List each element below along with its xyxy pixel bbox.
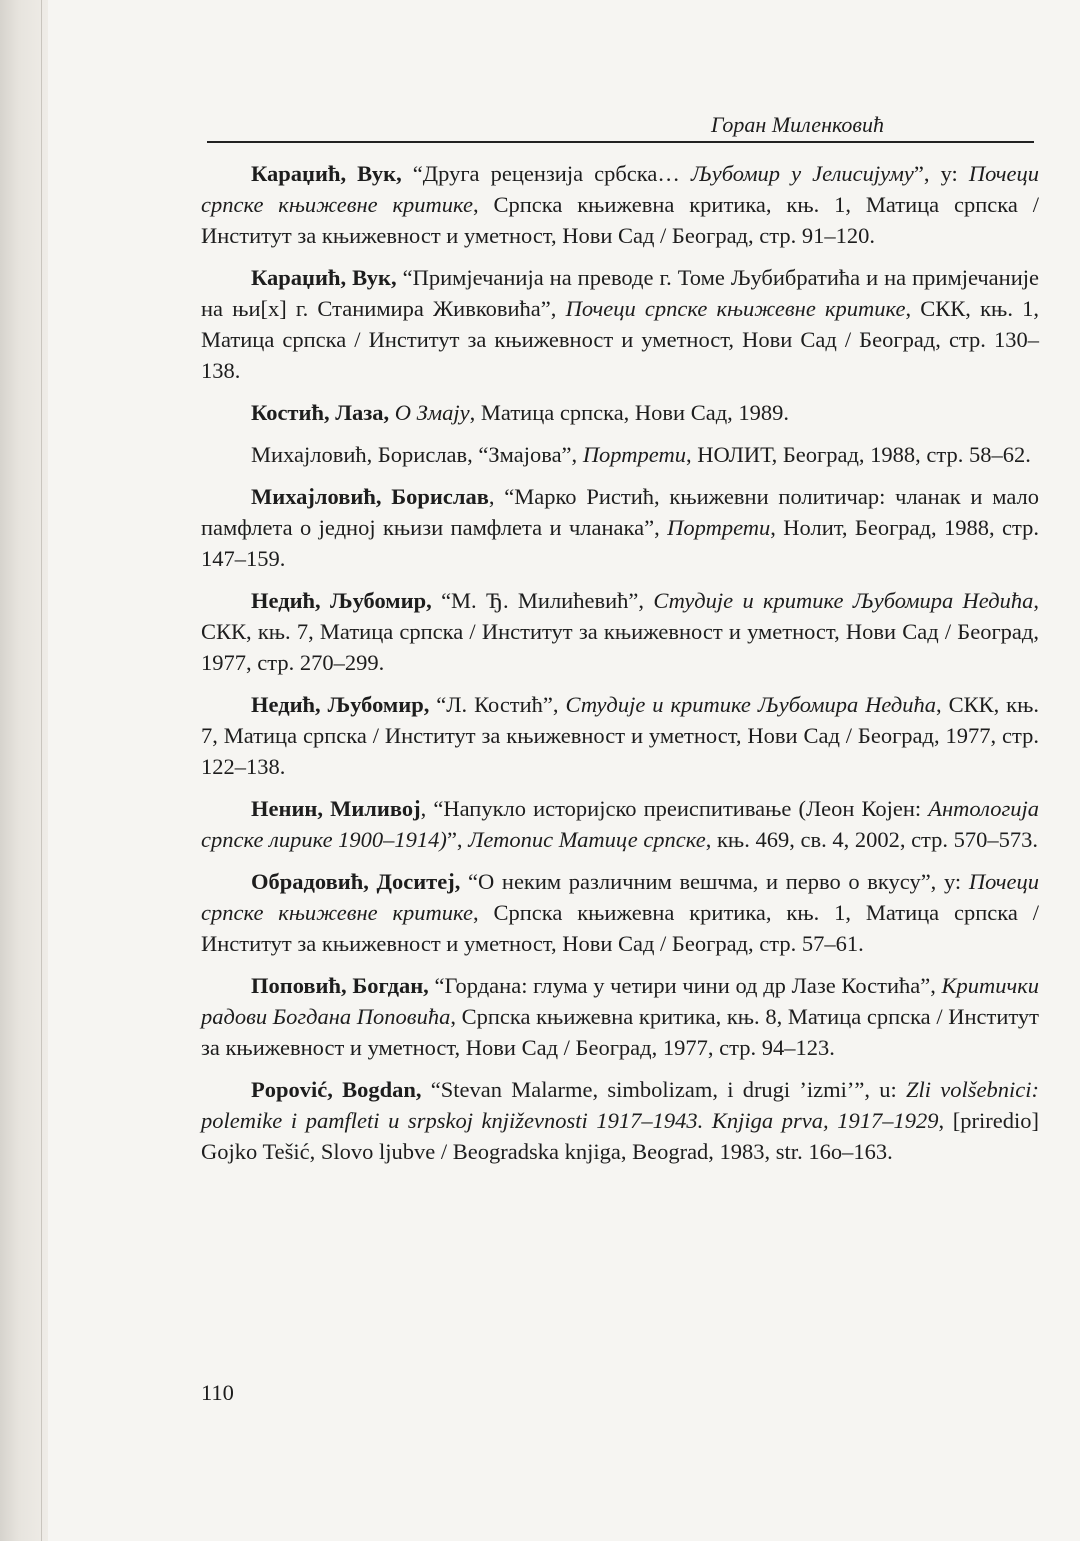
entry-author: Караџић, Вук, [251,265,397,290]
entry-text: , “Напукло историјско преиспитивање (Леон Којен: [420,796,929,821]
bibliography-entry [201,1074,1039,1167]
entry-text: “Л. Костић”, [429,692,566,717]
entry-text: , СКК, књ. 7, Матица српска / Институт за књижевност и уметност, Нови Сад / Београд, 1977, стр. 270–299. [201,588,1039,675]
bibliography-entry [201,481,1039,574]
bibliography-entry [201,158,1039,251]
entry-title: Портрети [582,442,686,467]
entry-text: , [priredio] Gojko Tešić, Slovo ljubve / Beogradska knjiga, Beograd, 1983, str. 16o–163. [201,1108,1039,1164]
entry-author: Обрадовић, Доситеј, [251,869,461,894]
entry-author: Караџић, Вук, [251,161,402,186]
entry-title: Почеци српске књижевне критике [565,296,906,321]
entry-author: Михајловић, Борислав [251,484,489,509]
entry-text: “М. Ђ. Милићевић”, [431,588,654,613]
entry-title: Студије и критике Љубомира Недића [565,692,936,717]
header-rule [207,141,1034,143]
entry-author: Поповић, Богдан, [251,973,429,998]
entry-text: ”, [446,827,469,852]
entry-author: Недић, Љубомир, [251,588,432,613]
entry-text: “Друга рецензија србска… [401,161,691,186]
page-number: 110 [201,1380,234,1405]
entry-text: , Српска књижевна критика, књ. 8, Матица српска / Институт за књижевност и уметност, Нови Сад / Београд, 1977, стр. 94–123. [201,1004,1040,1060]
bibliography-entry [201,689,1039,782]
entry-author: Popović, Bogdan, [251,1077,422,1102]
bibliography-entry [201,397,1039,428]
bibliography-entry [201,262,1039,386]
entry-author: Ненин, Миливој [251,796,421,821]
entry-text: , СКК, књ. 7, Матица српска / Институт за књижевност и уметност, Нови Сад / Београд, 1977, стр. 122–138. [201,692,1039,779]
entry-title: Критички радови Богдана Поповића [201,973,1039,1029]
entry-text: , Српска књижевна критика, књ. 1, Матица српска / Институт за књижевност и уметност, Нови Сад / Београд, стр. 57–61. [201,900,1039,956]
entry-title: Антологија српске лирике 1900–1914) [201,796,1039,852]
entry-title: Љубомир у Јелисијуму [690,161,914,186]
running-head: Горан Миленковић [711,112,884,137]
entry-author: Костић, Лаза, [251,400,390,425]
entry-text: , књ. 469, св. 4, 2002, стр. 570–573. [705,827,1039,852]
entry-author: Недић, Љубомир, [251,692,430,717]
entry-text: ”, у: [913,161,969,186]
entry-text: , Матица српска, Нови Сад, 1989. [469,400,790,425]
entry-text: , Нолит, Београд, 1988, стр. 147–159. [201,515,1040,571]
entry-title: О Змају [394,400,470,425]
entry-title: Почеци српске књижевне критике [201,869,1039,925]
entry-text: , СКК, књ. 1, Матица српска / Институт за књижевност и уметност, Нови Сад / Београд, стр. 130–138. [201,296,1039,383]
bibliography-list [201,158,1039,1178]
page-edge [0,0,48,1541]
book-page [48,0,1080,1541]
entry-text: , “Марко Ристић, књижевни политичар: чланак и мало памфлета о једној књизи памфлета и чланака”, [201,484,1039,540]
entry-title: Студије и критике Љубомира Недића [653,588,1034,613]
entry-text: Михајловић, Борислав, “Змајова”, [251,442,583,467]
entry-title: Почеци српске књижевне критике [201,161,1039,217]
entry-text: “О неким различним вешчма, и перво о вкусу”, у: [460,869,969,894]
entry-text: , Српска књижевна критика, књ. 1, Матица српска / Институт за књижевност и уметност, Нови Сад / Београд, стр. 91–120. [201,192,1039,248]
bibliography-entry [201,585,1039,678]
entry-title: Портрети [667,515,771,540]
entry-text: “Примјечанија на преводе г. Томе Љубибратића и на примјечаније на њи[х] г. Станимира Живковића”, [201,265,1039,321]
entry-title: Летопис Матице српске [468,827,706,852]
entry-text: “Гордана: глума у четири чини од др Лазе Костића”, [428,973,942,998]
bibliography-entry [201,970,1039,1063]
entry-text: “Stevan Malarme, simbolizam, i drugi ’izmi’”, u: [421,1077,907,1102]
bibliography-entry [201,439,1039,470]
bibliography-entry [201,793,1039,855]
entry-title: Zli volšebnici: polemike i pamfleti u srpskoj književnosti 1917–1943. Knjiga prva, 1917–1929 [201,1077,1039,1133]
entry-text: , НОЛИТ, Београд, 1988, стр. 58–62. [685,442,1031,467]
bibliography-entry [201,866,1039,959]
